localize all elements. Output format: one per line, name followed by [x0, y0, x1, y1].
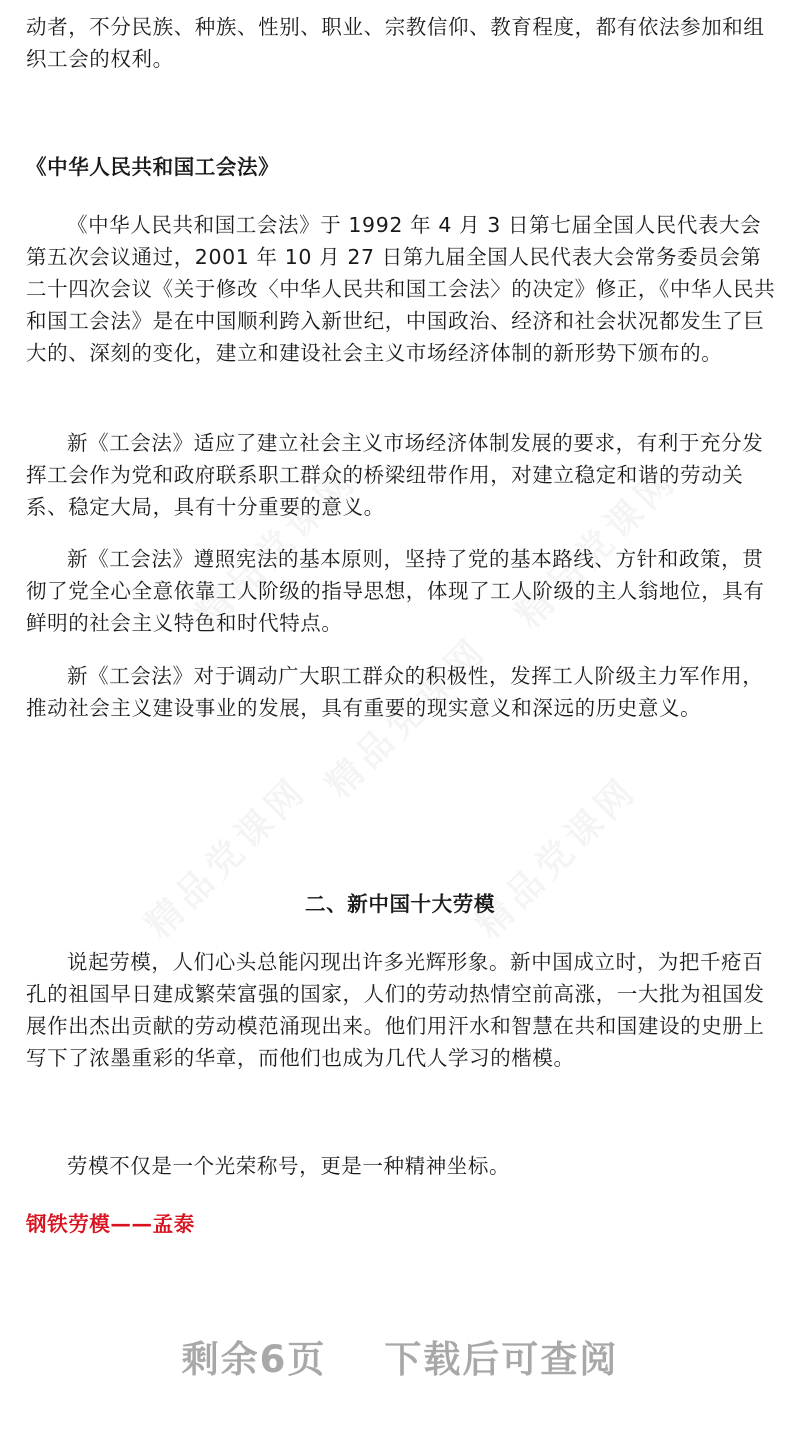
- law-paragraph-4: 新《工会法》对于调动广大职工群众的积极性，发挥工人阶级主力军作用，推动社会主义建设事业的发展，具有重要的现实意义和深远的历史意义。: [26, 664, 764, 720]
- watermark: [463, 763, 648, 948]
- model-paragraph-1: 说起劳模，人们心头总能闪现出许多光辉形象。新中国成立时，为把千疮百孔的祖国早日建成繁荣富强的国家，人们的劳动热情空前高涨，一大批为祖国发展作出杰出贡献的劳动模范涌现出来。他们用汗水和智慧在共和国建设的史册上写下了浓墨重彩的华章，而他们也成为几代人学习的楷模。: [26, 950, 765, 1070]
- model-section-title: 二、新中国十大劳模: [305, 892, 495, 916]
- law-paragraph-1: 《中华人民共和国工会法》于 1992 年 4 月 3 日第七届全国人民代表大会第五次会议通过，2001 年 10 月 27 日第九届全国人民代表大会常务委员会第二十四次会议《关于修改〈中华人民共和国工会法〉的决定》修正，《中华人民共和国工会法》是在中国顺利跨入新世纪，中国政治、经济和社会状况都发生了巨大的、深刻的变化，建立和建设社会主义市场经济体制的新形势下颁布的。: [26, 213, 776, 365]
- law-section-title: 《中华人民共和国工会法》: [26, 155, 280, 179]
- model-subheading: 钢铁劳模——孟泰: [26, 1212, 195, 1236]
- download-banner[interactable]: [0, 1328, 800, 1384]
- model-paragraph-2: 劳模不仅是一个光荣称号，更是一种精神坐标。: [67, 1154, 511, 1178]
- law-paragraph-3: 新《工会法》遵照宪法的基本原则，坚持了党的基本路线、方针和政策，贯彻了党全心全意依靠工人阶级的指导思想，体现了工人阶级的主人翁地位，具有鲜明的社会主义特色和时代特点。: [26, 547, 765, 635]
- law-paragraph-2: 新《工会法》适应了建立社会主义市场经济体制发展的要求，有利于充分发挥工会作为党和政府联系职工群众的桥梁纽带作用，对建立稳定和谐的劳动关系、稳定大局，具有十分重要的意义。: [26, 431, 764, 519]
- intro-tail-paragraph: 动者，不分民族、种族、性别、职业、宗教信仰、教育程度，都有依法参加和组织工会的权利。: [26, 15, 765, 71]
- download-to-view-label[interactable]: 下载后可查阅: [384, 1338, 619, 1381]
- remaining-pages-label[interactable]: 剩余6页: [181, 1338, 327, 1381]
- watermark: [133, 763, 318, 948]
